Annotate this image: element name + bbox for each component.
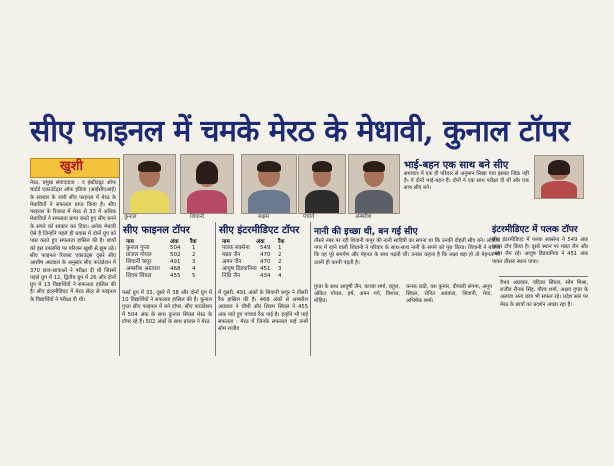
row-divider <box>499 276 588 277</box>
palak-title: इंटरमीडिएट में पलक टॉपर <box>492 225 578 235</box>
table-row: शिवानी कपूर 491 3 <box>126 259 196 265</box>
col-rank: रैंक <box>190 239 197 245</box>
inter-table-header <box>222 237 308 245</box>
sibling-title: भाई-बहन एक साथ बने सीए <box>404 160 509 171</box>
final-body: फर्स्ट ग्रुप में 33, दूसरे में 38 और दोनों ग्रुप में 10 विद्यार्थियों ने सफलता हासिल की है। कुनाल गुप्ता सीए फाइनल में बने टॉपर: सीए फाउंडेशन में 504 अंक के साथ कुनाल सिंघल मेरठ के टॉपर रहे हैं। 502 अंकों के साथ प्रांजल ने मेरठ <box>122 290 212 325</box>
photo-caption: पंचार्य <box>303 214 315 220</box>
col-name: नाम <box>126 239 134 245</box>
table-row: शिवम सिंघल 455 5 <box>126 273 196 279</box>
photo-caption: अम्बरीश <box>355 214 372 220</box>
sibling-body: समाचार में एक ही परिवार से अनुमान लिखा गया इसका जिक्र नहीं है। ये दोनों भाई-बहन हैं। दोनों ने एक साथ परीक्षा दी थी और एक साथ सीए बने। <box>404 171 529 192</box>
table-row: आयुष डिडवानिया 451 3 <box>222 266 282 272</box>
table-row: मन्नत जैन 470 2 <box>222 252 282 258</box>
photo-caption: कुनाल <box>124 214 137 220</box>
table-row: कुनाल गुप्ता 504 1 <box>126 245 196 251</box>
final-table-header <box>126 237 216 245</box>
far-right-list: वैभव अग्रवाल, वंदिका सिंघल, सोम मिश्रा, राजीव रौनक सिंह, गौरव शर्मा, अक्षय गुप्ता के अलावा अन्य छात्र भी सफल रहे। प्रदेश स्तर पर मेरठ के छात्रों का प्रदर्शन अच्छा रहा है। <box>500 280 588 308</box>
headline: सीए फाइनल में चमके मेरठ के मेधावी, कुनाल टॉपर <box>30 114 570 149</box>
palak-body: सीए इंटरमीडिएट में पलक सक्सेना ने 549 अंक पाकर टॉप किया है। दूसरे स्थान पर मन्नत जैन और अमन जैन रहे। आयुष डिडवानिया ने 451 अंक पाकर तीसरा स्थान पाया। <box>492 237 588 265</box>
table-row: पलक सक्सेना 549 1 <box>222 245 282 251</box>
table-row: प्रांजल गोयल 502 2 <box>126 252 196 258</box>
intro-column: मेरठ, प्रमुख संवाददाता : द इंस्टीट्यूट ऑफ चार्टर्ड एकाउंटेंट्स ऑफ इंडिया (आईसीएआई) के सत्रवार के जारी सीए फाइनल में मेरठ के मेधावियों ने सफलता प्राप्त किया है। सीए फाइनल के रिजल्ट में मेरठ से 33 में अधिक मेधावियों ने सफलता प्राप्त करते हुए सीए बनने के सपने को साकार कर दिया। अनेक मेधावी ऐसे हैं जिन्होंने पहले ही प्रयास में दोनों ग्रुप को पास करते हुए सफलता हासिल की है। छात्रों को इस उपलब्धि पर परिजन खुशी से झूम उठे। सीए फाइनल रिजल्ट एकाउंट्स दूसरे सीए आशीष अग्रवाल के अनुसार सीए फाउंडेशन में 370 छात्र-छात्राओं ने परीक्षा दी थी जिसमें पहले ग्रुप में 12, द्वितीय ग्रुप में 26 और दोनों ग्रुप में 13 विद्यार्थियों ने सफलता हासिल की है। सीए इंटरमीडिएट में मेरठ सेंटर से फाइनल के विद्यार्थियों ने परीक्षा दी थी। <box>30 180 116 303</box>
column-divider <box>215 222 216 356</box>
final-table <box>126 245 216 280</box>
khushi-label: खुशी <box>60 159 83 174</box>
inter-body: में दूसरी, 491 अंकों के शिवानी कपूर ने तीसरी रैंक हासिल की है। 468 अंकों से अम्बरीश अग्रवाल ने चौथी और शिवम सिंघल ने 455 अंक पाते हुए पांचवां रैंक पाई है। इन्होंने भी पाई सफलता : मेरठ में जिनके सफलता पाई उनमें सोम राजीव <box>218 290 308 333</box>
photo-caption: सक्षम <box>258 214 269 220</box>
final-topper-title: सीए फाइनल टॉपर <box>123 225 190 236</box>
photo-sibling <box>534 155 584 199</box>
photo-ambrish <box>348 154 400 214</box>
column-divider <box>119 160 120 356</box>
col-rank: रैंक <box>278 239 285 245</box>
column-divider <box>310 222 311 356</box>
photo-kunal <box>123 154 176 214</box>
col-marks: अंक <box>170 239 179 245</box>
col-name: नाम <box>222 239 230 245</box>
nani-body: तीसरे नंबर पर रही शिवानी कपूर की नानी सावित्री का सपना था कि उनकी दोहती सीए बने। लोहिया नगर में रहने वाली शिवानी ने परिवार के साथ-साथ नानी के सपने को पूरा किया। शिवानी ने बताया कि वह पूरे समर्पण और मेहनत के साथ पढ़ती थीं। उनका कहना है कि लक्ष्य बड़ा हो तो मेहनत भी उतनी ही करनी पड़ती है। <box>314 238 500 266</box>
photo-caption: शिवानी <box>190 214 205 220</box>
inter-topper-title: सीए इंटरमीडिएट टॉपर <box>219 225 300 236</box>
name-list-a: गुप्ता के साथ आयुषी जैन, काव्या शर्मा, राहुल, अंकित गोयल, हर्ष, अमन गर्ग, विशाल, मोहित। <box>314 284 401 305</box>
nani-title: नानी की इच्छा थी, बन गई सीए <box>314 227 418 237</box>
inter-table <box>222 245 308 280</box>
table-row: निधि जैन 434 4 <box>222 273 282 279</box>
photo-saksham <box>241 154 297 214</box>
photo-shivani <box>180 154 234 214</box>
name-list-b: कनक राठी, यश कुमार, दीपाली संगमा, अनूप सिंघल, रोनित अग्रवाल, शिवानी, मेघा, अभिषेक शर्मा। <box>406 284 492 305</box>
photo-pancharya <box>298 154 346 214</box>
col-marks: अंक <box>256 239 265 245</box>
table-row: अमन जैन 470 2 <box>222 259 282 265</box>
table-row: अम्बरीश अग्रवाल 468 4 <box>126 266 196 272</box>
